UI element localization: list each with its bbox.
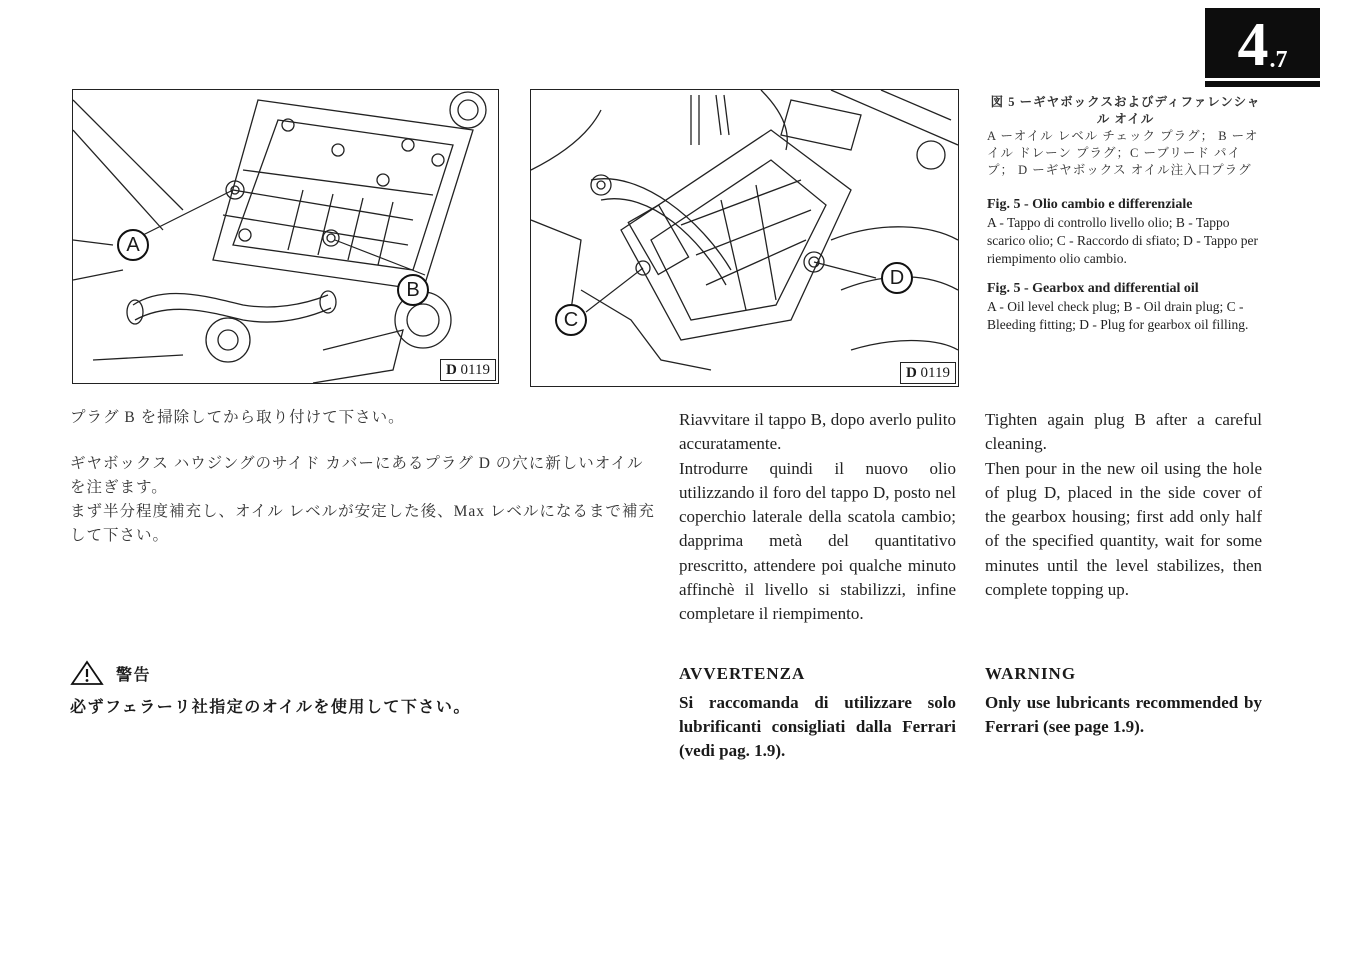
caption-en-title: Fig. 5 - Gearbox and differential oil (987, 281, 1199, 296)
caption-jp (987, 94, 1264, 179)
section-badge (1205, 8, 1320, 78)
warning-triangle-icon (70, 660, 104, 686)
it-paragraph-2: Introdurre quindi il nuovo olio utilizzando il foro del tappo D, posto nel coperchio laterale della scatola cambio; dapprima metà del quantitativo prescritto, attendere poi qualche minuto affinchè il livello si stabilizzi, infine completare il riempimento. (679, 458, 956, 624)
caption-en (987, 280, 1264, 334)
caption-en-body: A - Oil level check plug; B - Oil drain plug; C - Bleeding fitting; D - Plug for gearbox oil filling. (987, 299, 1249, 332)
jp-paragraph-2: ギヤボックス ハウジングのサイド カバーにあるプラグ D の穴に新しいオイルを注ぎます。 (70, 455, 644, 496)
callout-d: D (889, 267, 905, 289)
jp-warning-heading: 警告 (116, 666, 152, 684)
caption-it (987, 196, 1264, 268)
figure-code (440, 359, 496, 381)
jp-paragraph-3: まず半分程度補充し、オイル レベルが安定した後、Max レベルになるまで補充して下さい。 (70, 503, 655, 544)
en-warning-heading: WARNING (985, 664, 1077, 683)
section-subnumber: .7 (1269, 47, 1288, 73)
section-rule (1205, 81, 1320, 87)
figure-left-gearbox-underside (72, 89, 499, 384)
en-paragraph-2: Then pour in the new oil using the hole of plug D, placed in the side cover of the gearbox housing; first add only half of the specified quantity, wait for some minutes until the level stabilizes, then complete topping up. (985, 458, 1262, 600)
caption-it-title: Fig. 5 - Olio cambio e differenziale (987, 197, 1193, 212)
figure-code-letter: D (905, 365, 917, 381)
en-instructions (985, 408, 1262, 602)
jp-paragraph-1: プラグ B を掃除してから取り付けて下さい。 (70, 409, 405, 426)
figure-caption-column (987, 94, 1264, 334)
it-warning-text: Si raccomanda di utilizzare solo lubrificanti consigliati dalla Ferrari (vedi pag. 1.9). (679, 693, 956, 760)
figure-right-drawing (531, 90, 958, 386)
section-number: 4 (1237, 11, 1267, 79)
figure-code-number: 0119 (460, 362, 490, 378)
jp-warning-text: 必ずフェラーリ社指定のオイルを使用して下さい。 (70, 699, 471, 716)
jp-instructions (70, 406, 655, 548)
it-warning-heading: AVVERTENZA (679, 664, 806, 683)
figure-right-gearbox-side (530, 89, 959, 387)
it-instructions (679, 408, 956, 627)
it-paragraph-1: Riavvitare il tappo B, dopo averlo pulito accuratamente. (679, 410, 956, 454)
en-warning-text: Only use lubricants recommended by Ferrari (see page 1.9). (985, 693, 1262, 736)
callout-a: A (126, 234, 140, 256)
figure-code-number: 0119 (920, 365, 950, 381)
callout-c: C (563, 309, 579, 331)
en-paragraph-1: Tighten again plug B after a careful cleaning. (985, 410, 1262, 454)
caption-jp-title: 図 5 ーギヤボックスおよびディファレンシャル オイル (990, 95, 1261, 126)
callout-b: B (406, 279, 420, 301)
caption-jp-body: A ーオイル レベル チェック プラグ； B ーオイル ドレーン プラグ；C ーブリード パイプ； D ーギヤボックス オイル注入口プラグ (987, 129, 1259, 177)
caption-it-body: A - Tappo di controllo livello olio; B - Tappo scarico olio; C - Raccordo di sfiato; D - Tappo per riempimento olio cambio. (987, 215, 1258, 266)
jp-warning-heading-row (70, 660, 210, 686)
figure-code-letter: D (445, 362, 457, 378)
figure-code (900, 362, 956, 384)
